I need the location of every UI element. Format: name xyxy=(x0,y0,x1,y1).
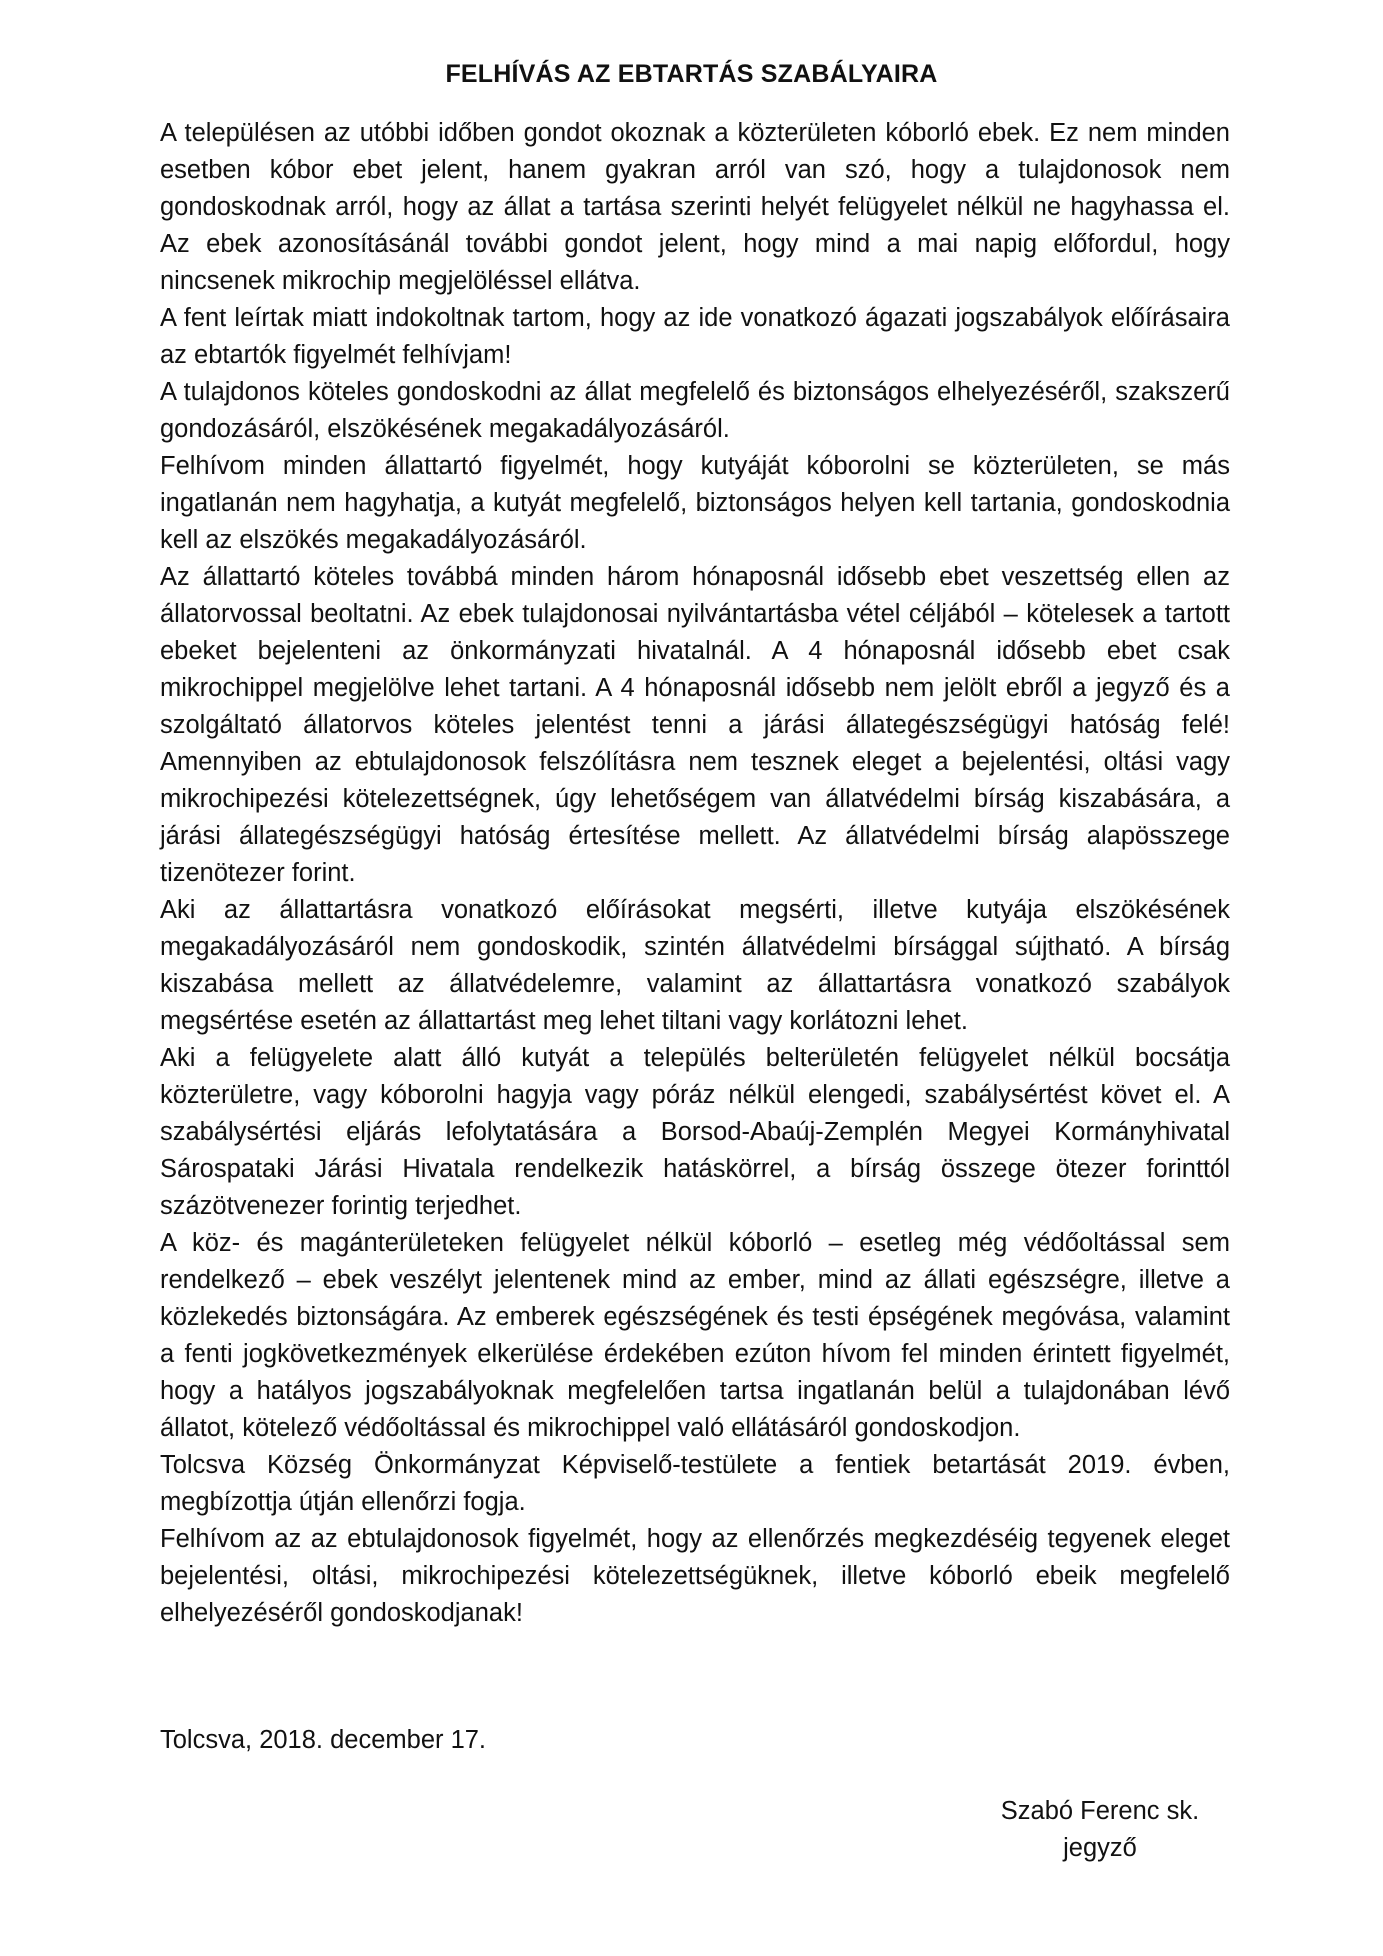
paragraph-4: Felhívom minden állattartó figyelmét, hogy kutyáját kóborolni se közterületen, se más ingatlanán nem hagyhatja, a kutyát megfelelő, biztonságos helyen kell tartania, gondoskodnia kell az elszökés megakadályozásáról. xyxy=(160,452,1230,554)
paragraph-10: Felhívom az az ebtulajdonosok figyelmét, hogy az ellenőrzés megkezdéséig tegyenek eleget bejelentési, oltási, mikrochipezési kötelezettségüknek, illetve kóborló ebeik megfelelő elhelyezéséről gondoskodjanak! xyxy=(160,1525,1230,1627)
paragraph-7: Aki a felügyelete alatt álló kutyát a település belterületén felügyelet nélkül bocsátja közterületre, vagy kóborolni hagyja vagy póráz nélkül elengedi, szabálysértést követ el. A szabálysértési eljárás lefolytatására a Borsod-Abaúj-Zemplén Megyei Kormányhivatal Sárospataki Járási Hivatala rendelkezik hatáskörrel, a bírság összege ötezer forinttól százötvenezer forintig terjedhet. xyxy=(160,1044,1230,1220)
paragraph-9: Tolcsva Község Önkormányzat Képviselő-testülete a fentiek betartását 2019. évben, megbízottja útján ellenőrzi fogja. xyxy=(160,1451,1230,1516)
date-line: Tolcsva, 2018. december 17. xyxy=(160,1726,487,1754)
signature-block xyxy=(1000,1793,1200,1867)
document-title: FELHÍVÁS AZ EBTARTÁS SZABÁLYAIRA xyxy=(445,60,938,88)
document-body xyxy=(160,115,1230,1632)
paragraph-1: A településen az utóbbi időben gondot okoznak a közterületen kóborló ebek. Ez nem minden esetben kóbor ebet jelent, hanem gyakran arról van szó, hogy a tulajdonosok nem gondoskodnak arról, hogy az állat a tartása szerinti helyét felügyelet nélkül ne hagyhassa el. Az ebek azonosításánál további gondot jelent, hogy mind a mai napig előfordul, hogy nincsenek mikrochip megjelöléssel ellátva. xyxy=(160,119,1230,295)
paragraph-8: A köz- és magánterületeken felügyelet nélkül kóborló – esetleg még védőoltással sem rendelkező – ebek veszélyt jelentenek mind az ember, mind az állati egészségre, illetve a közlekedés biztonságára. Az emberek egészségének és testi épségének megóvása, valamint a fenti jogkövetkezmények elkerülése érdekében ezúton hívom fel minden érintett figyelmét, hogy a hatályos jogszabályoknak megfelelően tartsa ingatlanán belül a tulajdonában lévő állatot, kötelező védőoltással és mikrochippel való ellátásáról gondoskodjon. xyxy=(160,1229,1230,1442)
paragraph-5: Az állattartó köteles továbbá minden három hónaposnál idősebb ebet veszettség ellen az állatorvossal beoltatni. Az ebek tulajdonosai nyilvántartásba vétel céljából – kötelesek a tartott ebeket bejelenteni az önkormányzati hivatalnál. A 4 hónaposnál idősebb ebet csak mikrochippel megjelölve lehet tartani. A 4 hónaposnál idősebb nem jelölt ebről a jegyző és a szolgáltató állatorvos köteles jelentést tenni a járási állategészségügyi hatóság felé! Amennyiben az ebtulajdonosok felszólításra nem tesznek eleget a bejelentési, oltási vagy mikrochipezési kötelezettségnek, úgy lehetőségem van állatvédelmi bírság kiszabására, a járási állategészségügyi hatóság értesítése mellett. Az állatvédelmi bírság alapösszege tizenötezer forint. xyxy=(160,563,1230,887)
signature-name: Szabó Ferenc sk. xyxy=(1000,1797,1200,1825)
paragraph-3: A tulajdonos köteles gondoskodni az állat megfelelő és biztonságos elhelyezéséről, szakszerű gondozásáról, elszökésének megakadályozásáról. xyxy=(160,378,1230,443)
signature-role: jegyző xyxy=(1063,1834,1137,1862)
paragraph-2: A fent leírtak miatt indokoltnak tartom, hogy az ide vonatkozó ágazati jogszabályok előírásaira az ebtartók figyelmét felhívjam! xyxy=(160,304,1230,369)
paragraph-6: Aki az állattartásra vonatkozó előírásokat megsérti, illetve kutyája elszökésének megakadályozásáról nem gondoskodik, szintén állatvédelmi bírsággal sújtható. A bírság kiszabása mellett az állatvédelemre, valamint az állattartásra vonatkozó szabályok megsértése esetén az állattartást meg lehet tiltani vagy korlátozni lehet. xyxy=(160,896,1230,1035)
